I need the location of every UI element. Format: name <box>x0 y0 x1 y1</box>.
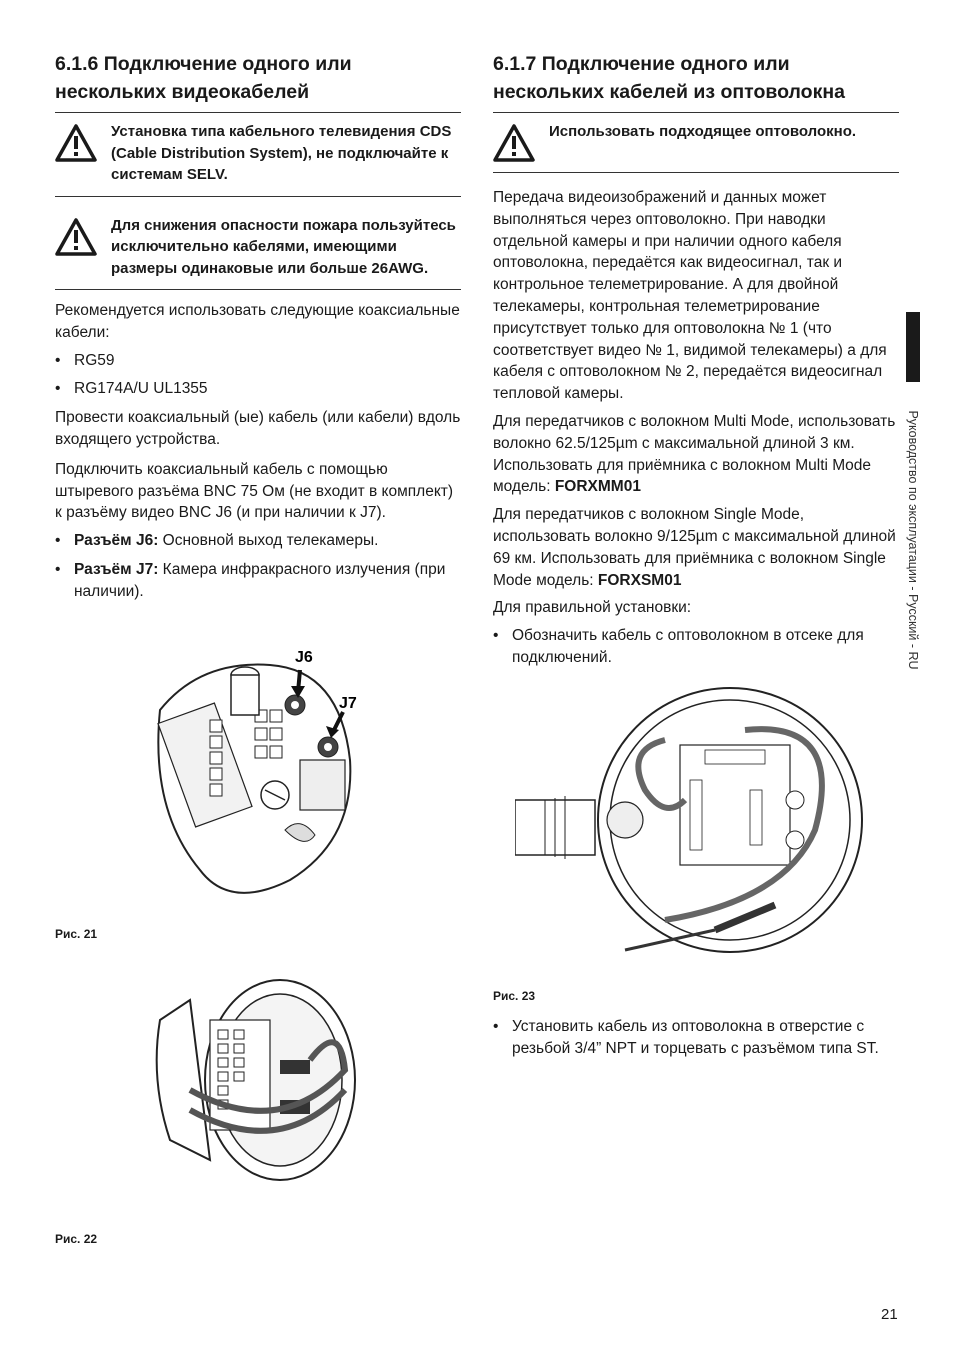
right-column <box>493 50 899 676</box>
figure-23-fiber-illustration <box>515 680 865 970</box>
cable-list <box>55 350 461 401</box>
figure-22-caption: Рис. 22 <box>55 1232 98 1246</box>
paragraph-single-mode <box>493 504 899 591</box>
side-tab-label: Руководство по эксплуатации - Русский - RU <box>906 410 920 670</box>
warning-box-fiber <box>493 113 899 173</box>
warning-text-fire: Для снижения опасности пожара пользуйтесь исключительно кабелями, имеющими размеры одинаковые или больше 26AWG. <box>111 216 456 277</box>
warning-triangle-icon <box>493 124 535 162</box>
paragraph-recommended-cables: Рекомендуется использовать следующие коаксиальные кабели: <box>55 302 460 341</box>
list-item: • Установить кабель из оптоволокна в отверстие с резьбой 3/4” NPT и торцевать с разъёмом типа ST. <box>493 1016 899 1060</box>
section-heading-6-1-7: 6.1.7 Подключение одного или нескольких кабелей из оптоволокна <box>493 50 899 113</box>
paragraph-fiber-transmission: Передача видеоизображений и данных может выполняться через оптоволокно. При наводки отдельной камеры и при наличии одного кабеля оптоволокна, передаётся как видеосигнал, так и контрольное телеметрирование. А для двойной телекамеры, контрольная телеметрирование присутствует только для оптоволокна № 1 (что соответствует видео № 1, видимой телекамеры) а для кабеля с оптоволокном № 2, передаётся видеосигнал тепловой камеры. <box>493 189 887 403</box>
connector-label: Разъём J6: <box>74 532 159 550</box>
connector-label: Разъём J7: <box>74 560 159 578</box>
warning-box-cds <box>55 113 461 197</box>
figure-label-j7: J7 <box>339 695 357 712</box>
warning-triangle-icon <box>55 124 97 162</box>
figure-22-housing-illustration <box>130 960 360 1200</box>
multi-mode-text: Для передатчиков с волокном Multi Mode, использовать волокно 62.5/125µm с максимальной длиной 3 км. Использовать для приёмника с волокном Multi Mode модель: <box>493 412 896 496</box>
list-item <box>55 530 461 552</box>
figure-21-board-illustration <box>140 640 380 910</box>
single-mode-text: Для передатчиков с волокном Single Mode, использовать волокно 9/125µm с максимальной длиной 69 км. Использовать для приёмника с волокном Single Mode модель: <box>493 506 896 589</box>
install-step-list-2 <box>493 1016 899 1067</box>
paragraph-correct-install: Для правильной установки: <box>493 599 692 617</box>
connector-text: Камера инфракрасного излучения (при наличии). <box>74 560 446 600</box>
section-heading-6-1-6: 6.1.6 Подключение одного или нескольких видеокабелей <box>55 50 461 113</box>
figure-label-j6: J6 <box>295 649 313 666</box>
figure-23-caption: Рис. 23 <box>493 989 536 1003</box>
list-item: • Обозначить кабель с оптоволокном в отсеке для подключений. <box>493 625 899 669</box>
paragraph-multi-mode <box>493 411 899 498</box>
warning-triangle-icon <box>55 218 97 256</box>
install-step-list <box>493 625 899 669</box>
list-item: • RG174A/U UL1355 <box>55 378 461 400</box>
warning-text-fiber: Использовать подходящее оптоволокно. <box>549 123 857 140</box>
connector-text: Основной выход телекамеры. <box>158 532 379 550</box>
paragraph-route-cable: Провести коаксиальный (ые) кабель (или кабели) вдоль входящего устройства. <box>55 409 461 448</box>
side-tab-marker <box>906 312 920 382</box>
single-mode-model: FORXSM01 <box>597 571 682 589</box>
connector-list <box>55 530 461 602</box>
list-item: • RG59 <box>55 350 461 372</box>
figure-21-caption: Рис. 21 <box>55 927 98 941</box>
multi-mode-model: FORXMM01 <box>554 478 641 496</box>
left-column <box>55 50 461 610</box>
paragraph-connect-bnc: Подключить коаксиальный кабель с помощью штыревого разъёма BNC 75 Ом (не входит в комплект) к разъёму видео BNC J6 (и при наличии к J7). <box>55 460 454 522</box>
list-item <box>55 559 461 603</box>
warning-box-fire <box>55 197 461 291</box>
page-number: 21 <box>881 1306 898 1323</box>
warning-text-cds: Установка типа кабельного телевидения CDS (Cable Distribution System), не подключайте к системам SELV. <box>111 123 452 183</box>
